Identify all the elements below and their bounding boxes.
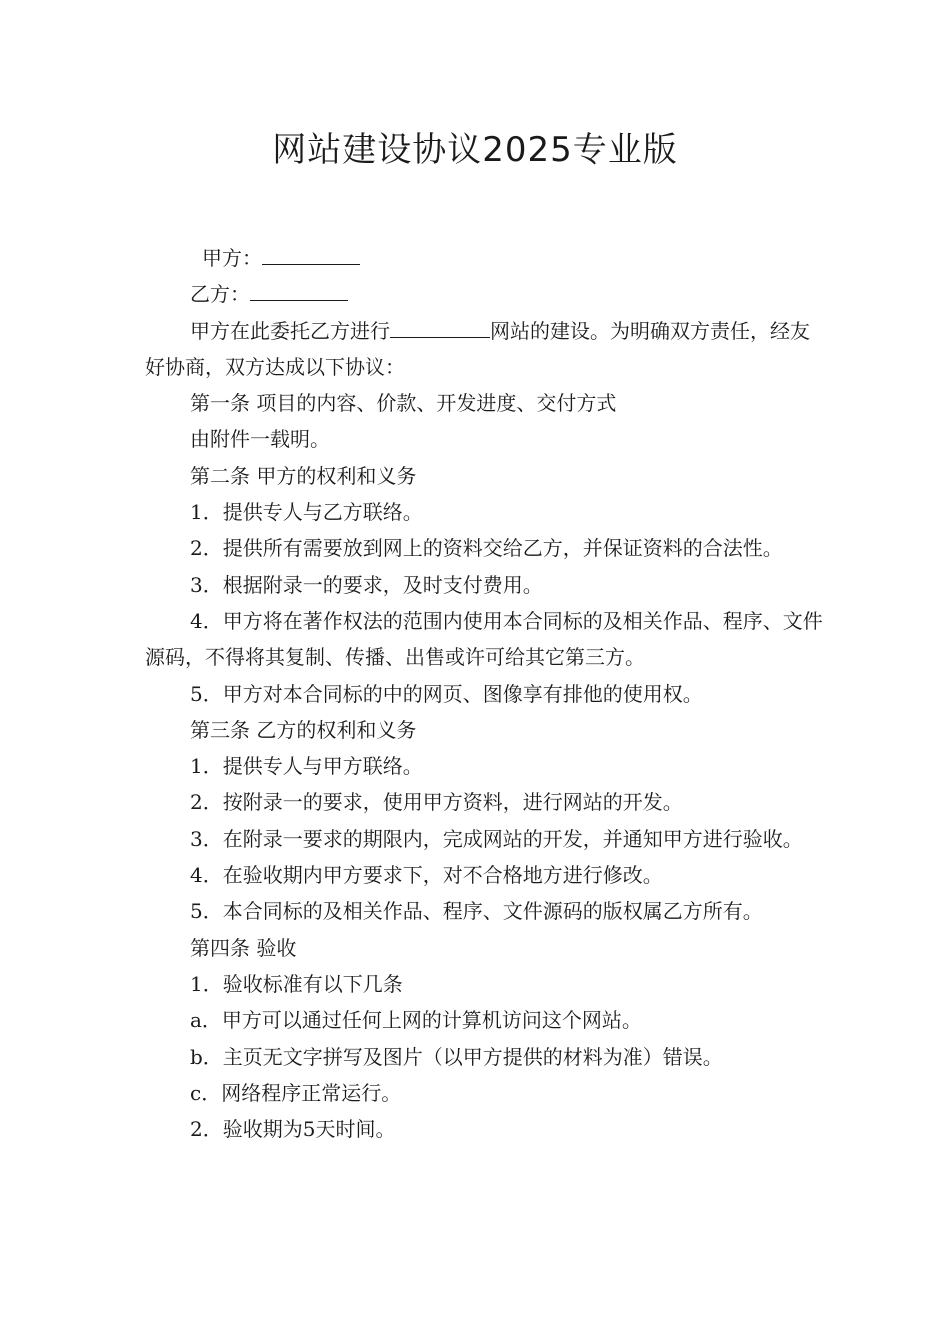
paragraph: 4．甲方将在著作权法的范围内使用本合同标的及相关作品、程序、文件源码，不得将其复制、传播、出售或许可给其它第三方。 [145,608,823,670]
paragraph: 4．在验收期内甲方要求下，对不合格地方进行修改。 [190,863,663,888]
paragraph: b．主页无文字拼写及图片（以甲方提供的材料为准）错误。 [190,1044,723,1069]
paragraph-article-1: 第一条 项目的内容、价款、开发进度、交付方式 [190,391,617,416]
paragraph: 2．提供所有需要放到网上的资料交给乙方，并保证资料的合法性。 [190,536,783,561]
paragraph: 5．甲方对本合同标的中的网页、图像享有排他的使用权。 [190,681,703,706]
paragraph: 1．验收标准有以下几条 [190,971,403,996]
paragraph: 3．根据附录一的要求，及时支付费用。 [190,572,543,597]
party-b-line [145,276,825,312]
paragraph: 2．按附录一的要求，使用甲方资料，进行网站的开发。 [190,790,683,815]
party-b-label: 乙方： [190,282,250,307]
paragraph: 由附件一载明。 [190,427,330,452]
website-name-blank [390,315,490,338]
party-b-blank [250,278,348,301]
party-a-label: 甲方： [202,246,262,270]
paragraph: 5．本合同标的及相关作品、程序、文件源码的版权属乙方所有。 [190,899,763,924]
paragraph: a．甲方可以通过任何上网的计算机访问这个网站。 [190,1008,642,1033]
intro-paragraph [145,313,825,386]
intro-part1: 甲方在此委托乙方进行 [190,318,390,343]
paragraph-article-3: 第三条 乙方的权利和义务 [190,717,417,742]
paragraph: 3．在附录一要求的期限内，完成网站的开发，并通知甲方进行验收。 [190,826,803,851]
intro-part2: 网站的建设。为明确双方责任，经友好协商，双方达成以下协议： [145,318,810,379]
paragraph: 2．验收期为5天时间。 [190,1117,396,1142]
paragraph: c．网络程序正常运行。 [190,1080,402,1105]
party-a-blank [262,242,360,265]
party-a-line [145,240,825,276]
paragraph-article-4: 第四条 验收 [190,935,297,960]
paragraph: 1．提供专人与乙方联络。 [190,500,423,525]
document-title: 网站建设协议2025专业版 [272,130,678,170]
paragraph: 1．提供专人与甲方联络。 [190,754,423,779]
paragraph-article-2: 第二条 甲方的权利和义务 [190,463,417,488]
document-body [145,240,825,1147]
